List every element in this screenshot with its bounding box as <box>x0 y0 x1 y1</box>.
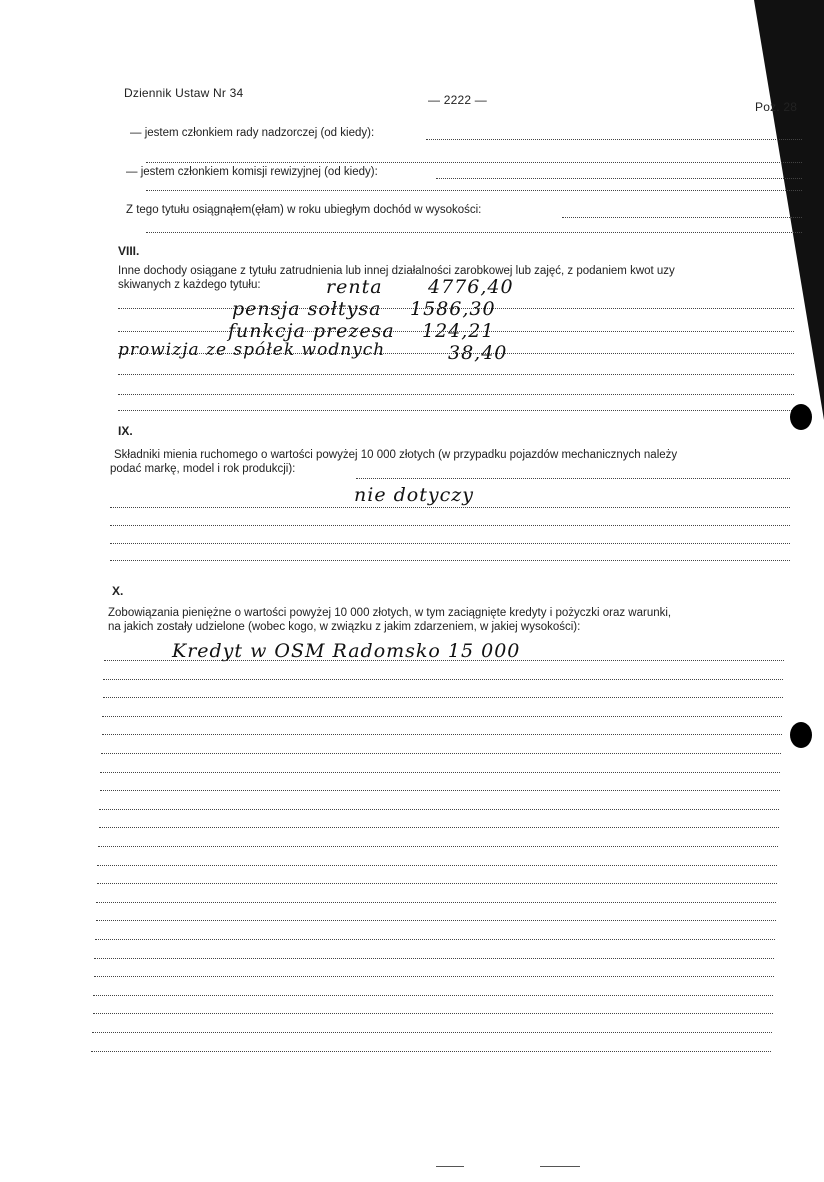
fill-line[interactable] <box>99 809 779 810</box>
fill-line[interactable] <box>118 394 794 395</box>
fill-line[interactable] <box>436 178 802 179</box>
fill-line[interactable] <box>93 995 773 996</box>
journal-title: Dziennik Ustaw Nr 34 <box>124 86 244 100</box>
fill-line[interactable] <box>102 734 782 735</box>
fill-line[interactable] <box>110 525 790 526</box>
fill-line[interactable] <box>98 846 778 847</box>
page-number: — 2222 — <box>428 93 487 107</box>
fill-line[interactable] <box>100 772 780 773</box>
income-entry-amount: 124,21 <box>422 320 495 342</box>
fill-line[interactable] <box>94 958 774 959</box>
fill-line[interactable] <box>102 716 782 717</box>
income-entry-title: renta <box>326 276 383 298</box>
fill-line[interactable] <box>562 217 802 218</box>
position-number: Poz. 28 <box>755 100 798 114</box>
fill-line[interactable] <box>426 139 802 140</box>
section-x-number: X. <box>112 584 124 598</box>
income-entry-title: funkcja prezesa <box>228 320 395 342</box>
liabilities-answer: Kredyt w OSM Radomsko 15 000 <box>172 640 521 662</box>
section-x-text-cont: na jakich zostały udzielone (wobec kogo, w związku z jakim zdarzeniem, w jakiej wysokości): <box>108 621 581 633</box>
punch-hole <box>790 722 812 748</box>
fill-line[interactable] <box>118 374 794 375</box>
fill-line[interactable] <box>97 883 777 884</box>
fill-line[interactable] <box>356 478 790 479</box>
movable-property-answer: nie dotyczy <box>354 484 474 506</box>
section-viii-text-cont: skiwanych z każdego tytułu: <box>118 279 261 291</box>
fill-line[interactable] <box>104 660 784 661</box>
section-viii-text: Inne dochody osiągane z tytułu zatrudnienia lub innej działalności zarobkowej lub zajęć, z podaniem kwot uzy <box>118 265 675 277</box>
audit-member-label: — jestem członkiem komisji rewizyjnej (od kiedy): <box>126 166 378 178</box>
fill-line[interactable] <box>110 507 790 508</box>
fill-line[interactable] <box>100 790 780 791</box>
income-entry-amount: 38,40 <box>448 342 508 364</box>
income-entry-amount: 1586,30 <box>410 298 496 320</box>
fill-line[interactable] <box>146 232 802 233</box>
section-x-text: Zobowiązania pieniężne o wartości powyżej 10 000 złotych, w tym zaciągnięte kredyty i pożyczki oraz warunki, <box>108 607 672 619</box>
income-label: Z tego tytułu osiągnąłem(ęłam) w roku ubiegłym dochód w wysokości: <box>126 204 482 216</box>
fill-line[interactable] <box>101 753 781 754</box>
fill-line[interactable] <box>93 1013 773 1014</box>
fill-line[interactable] <box>91 1051 771 1052</box>
fill-line[interactable] <box>99 827 779 828</box>
income-entry-amount: 4776,40 <box>428 276 514 298</box>
board-member-label: — jestem członkiem rady nadzorczej (od kiedy): <box>130 127 375 139</box>
fill-line[interactable] <box>103 679 783 680</box>
section-ix-text-cont: podać markę, model i rok produkcji): <box>110 463 296 475</box>
income-entry-title: prowizja ze spółek wodnych <box>118 340 386 360</box>
fill-line[interactable] <box>146 190 802 191</box>
fill-line[interactable] <box>110 560 790 561</box>
footer-mark <box>540 1166 580 1167</box>
fill-line[interactable] <box>96 902 776 903</box>
fill-line[interactable] <box>96 920 776 921</box>
punch-hole <box>790 404 812 430</box>
section-ix-number: IX. <box>118 424 133 438</box>
section-viii-number: VIII. <box>118 244 140 258</box>
fill-line[interactable] <box>110 543 790 544</box>
income-entry-title: pensja sołtysa <box>232 298 382 320</box>
fill-line[interactable] <box>146 162 802 163</box>
fill-line[interactable] <box>92 1032 772 1033</box>
fill-line[interactable] <box>103 697 783 698</box>
footer-mark <box>436 1166 464 1167</box>
section-ix-text: Składniki mienia ruchomego o wartości powyżej 10 000 złotych (w przypadku pojazdów mechanicznych należy <box>114 449 678 461</box>
fill-line[interactable] <box>118 410 794 411</box>
fill-line[interactable] <box>94 976 774 977</box>
scan-dark-corner <box>754 0 824 420</box>
fill-line[interactable] <box>97 865 777 866</box>
fill-line[interactable] <box>95 939 775 940</box>
